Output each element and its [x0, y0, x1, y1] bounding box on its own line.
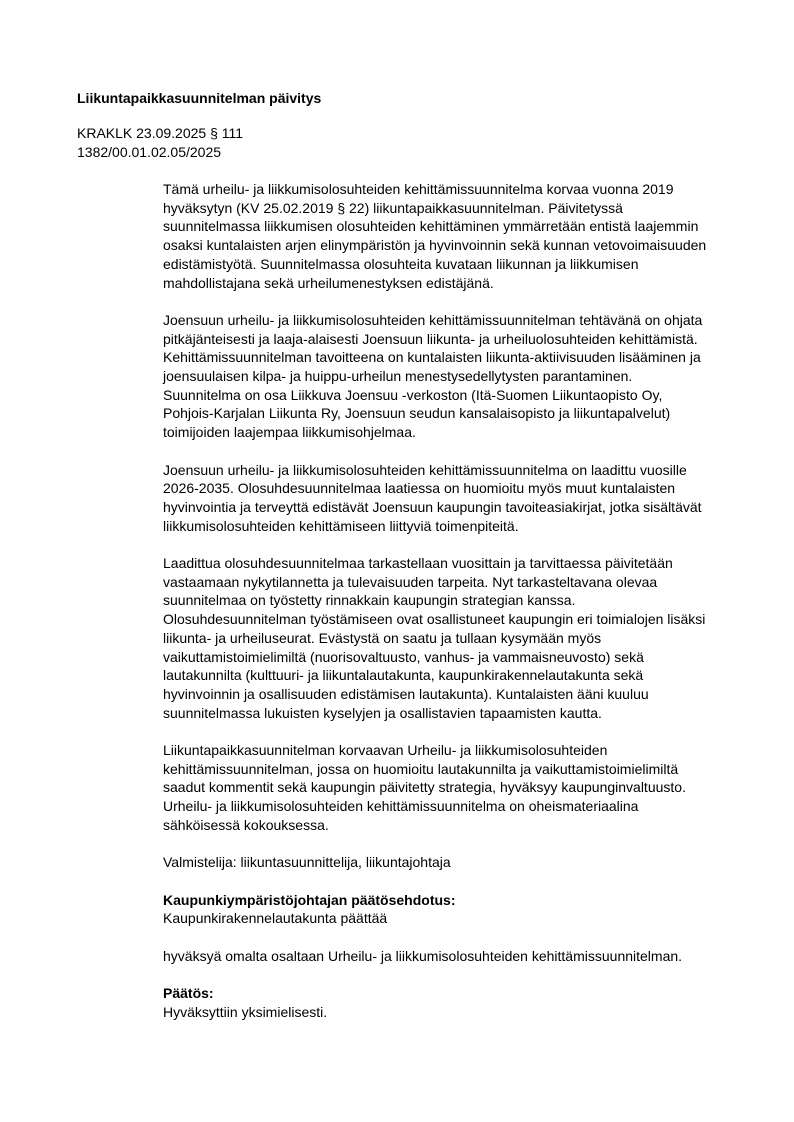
paragraph-line: Liikuntapaikkasuunnitelman korvaavan Urheilu- ja liikkumisolosuhteiden	[163, 742, 608, 759]
meeting-reference: KRAKLK 23.09.2025 § 111	[77, 125, 244, 141]
paragraph-line: hyväksytyn (KV 25.02.2019 § 22) liikuntapaikkasuunnitelman. Päivitetyssä	[163, 199, 623, 216]
paragraph-line: liikunta- ja urheiluseurat. Evästystä on saatu ja tullaan kysymään myös	[163, 629, 602, 646]
paragraph-line: Joensuun urheilu- ja liikkumisolosuhteiden kehittämissuunnitelman tehtävänä on ohjata	[163, 311, 703, 328]
document-title: Liikuntapaikkasuunnitelman päivitys	[77, 90, 322, 106]
decision-section	[163, 984, 743, 1021]
paragraph-line: Suunnitelma on osa Liikkuva Joensuu -verkoston (Itä-Suomen Liikuntaopisto Oy,	[163, 386, 663, 403]
paragraph-line: suunnitelmassa lukuisten kyselyjen ja osallistavien tapaamisten kautta.	[163, 704, 602, 721]
paragraph-line: mahdollistajana sekä urheilumenestyksen edistäjänä.	[163, 274, 494, 291]
paragraph-line: Urheilu- ja liikkumisolosuhteiden kehittämissuunnitelma on oheismateriaalina	[163, 798, 639, 815]
paragraph-line: joensuulaisen kilpa- ja huippu-urheilun menestysedellytysten parantaminen.	[163, 368, 633, 385]
paragraph-line: kehittämissuunnitelman, jossa on huomioitu lautakunnilta ja vaikuttamistoimielimiltä	[163, 760, 679, 777]
paragraph-line: lautakunnilta (kulttuuri- ja liikuntalautakunta, kaupunkirakennelautakunta sekä	[163, 667, 644, 684]
proposal-intro: Kaupunkirakennelautakunta päättää	[163, 910, 388, 927]
paragraph-line: hyvinvointia ja terveyttä edistävät Joensuun kaupungin tavoiteasiakirjat, jotka sisältävät	[163, 498, 702, 515]
paragraph-line: hyvinvoinnin ja osallisuuden edistämisen lautakunta). Kuntalaisten ääni kuuluu	[163, 685, 649, 702]
body-paragraph	[163, 311, 743, 442]
paragraph-line: 2026-2035. Olosuhdesuunnitelmaa laatiessa on huomioitu myös muut kuntalaisten	[163, 480, 676, 497]
paragraph-line: edistämistyötä. Suunnitelmassa olosuhteita kuvataan liikunnan ja liikkumisen	[163, 255, 639, 272]
paragraph-line: Joensuun urheilu- ja liikkumisolosuhteiden kehittämissuunnitelma on laadittu vuosille	[163, 461, 687, 478]
decision-text: Hyväksyttiin yksimielisesti.	[163, 1003, 328, 1020]
decision-heading: Päätös:	[163, 985, 214, 1002]
body-paragraph	[163, 741, 743, 835]
document-body	[163, 180, 743, 1040]
paragraph-line: Pohjois-Karjalan Liikunta Ry, Joensuun seudun kansalaisopisto ja liikuntapalvelut)	[163, 405, 671, 422]
paragraph-line: saadut kommentit sekä kaupungin päivitetty strategia, hyväksyy kaupunginvaltuusto.	[163, 779, 686, 796]
paragraph-line: Kehittämissuunnitelman tavoitteena on kuntalaisten liikunta-aktiivisuuden lisääminen ja	[163, 349, 701, 366]
proposal-section	[163, 891, 743, 928]
paragraph-line: sähköisessä kokouksessa.	[163, 816, 329, 833]
proposal-text: hyväksyä omalta osaltaan Urheilu- ja liikkumisolosuhteiden kehittämissuunnitelman.	[163, 947, 683, 964]
body-paragraph	[163, 461, 743, 536]
paragraph-line: Tämä urheilu- ja liikkumisolosuhteiden kehittämissuunnitelma korvaa vuonna 2019	[163, 181, 674, 197]
paragraph-line: vaikuttamistoimielimiltä (nuorisovaltuusto, vanhus- ja vammaisneuvosto) sekä	[163, 648, 644, 665]
paragraph-line: suunnitelmaa on työstetty rinnakkain kaupungin strategian kanssa.	[163, 592, 576, 609]
document-meta	[77, 124, 243, 162]
body-paragraph	[163, 554, 743, 722]
paragraph-line: liikkumisolosuhteiden kehittämiseen liittyviä toimenpiteitä.	[163, 517, 519, 534]
proposal-heading: Kaupunkiympäristöjohtajan päätösehdotus:	[163, 891, 456, 908]
preparer-line	[163, 853, 743, 872]
paragraphs	[163, 180, 743, 835]
proposal-text-block	[163, 947, 743, 966]
paragraph-line: toimijoiden laajempaa liikkumisohjelmaa.	[163, 424, 416, 441]
record-id: 1382/00.01.02.05/2025	[77, 144, 222, 160]
preparer-text: Valmistelija: liikuntasuunnittelija, liikuntajohtaja	[163, 854, 451, 871]
paragraph-line: Olosuhdesuunnitelman työstämiseen ovat osallistuneet kaupungin eri toimialojen lisäksi	[163, 611, 706, 628]
paragraph-line: Laadittua olosuhdesuunnitelmaa tarkastellaan vuosittain ja tarvittaessa päivitetään	[163, 555, 673, 572]
paragraph-line: suunnitelmassa liikkumisen olosuhteiden kehittäminen ymmärretään entistä laajemmin	[163, 218, 699, 235]
body-paragraph	[163, 180, 743, 292]
paragraph-line: pitkäjänteisesti ja laaja-alaisesti Joensuun liikunta- ja urheiluolosuhteiden kehittämistä.	[163, 330, 698, 347]
paragraph-line: vastaamaan nykytilannetta ja tulevaisuuden tarpeita. Nyt tarkasteltavana olevaa	[163, 573, 658, 590]
paragraph-line: osaksi kuntalaisten arjen elinympäristön ja hyvinvoinnin sekä kunnan vetovoimaisuuden	[163, 237, 707, 254]
